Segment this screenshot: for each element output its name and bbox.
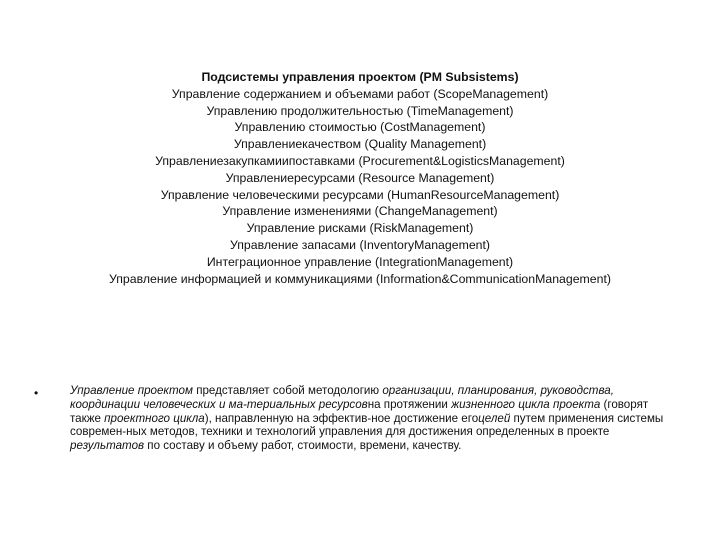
term-results: результатов [70,439,145,453]
paragraph-text: представляет собой методологию [192,384,383,397]
definition-paragraph [70,384,670,453]
term-functions: организации, планирования, руководства, координации человеческих и ма-териальных ресурсов [70,384,614,411]
list-item: Интеграционное управление (IntegrationManagement) [206,254,514,269]
bullet-marker: • [34,386,39,400]
list-item: Управлениезакупкамиипоставками (Procurement&LogisticsManagement) [155,153,565,168]
list-item: Управление человеческими ресурсами (HumanResourceManagement) [160,187,560,202]
list-item: Управлениекачеством (Quality Management) [233,137,487,152]
term-life-cycle: жизненного цикла проекта [451,397,601,411]
paragraph-text: по составу и объему работ, стоимости, времени, качеству. [144,439,462,453]
slide-title: Подсистемы управления проектом (PM Subsistems) [201,70,519,84]
paragraph-text: на протяжении [367,397,452,411]
paragraph-text: (говорят также [70,397,649,425]
list-item: Управление содержанием и объемами работ (ScopeManagement) [171,86,549,101]
list-item: Управление изменениями (ChangeManagement) [222,204,498,219]
list-item: Управлению продолжительностью (TimeManagement) [206,103,514,118]
paragraph-text: ), направленную на эффектив-ное достижение его [204,411,479,425]
term-goals: целей [478,411,511,425]
list-item: Управлению стоимостью (CostManagement) [234,120,486,135]
list-item: Управление информацией и коммуникациями (Information&CommunicationManagement) [109,271,611,286]
list-item: Управлениересурсами (Resource Management) [225,170,495,185]
paragraph-text: путем применения системы современ-ных методов, техники и технологий управления для достижения определенных в проекте [70,411,664,439]
term-project-cycle: проектного цикла [104,411,205,425]
term-project-management: Управление проектом [70,384,193,397]
list-item: Управление запасами (InventoryManagement) [229,237,491,252]
list-item: Управление рисками (RiskManagement) [246,221,474,236]
subsystems-list [0,69,720,287]
